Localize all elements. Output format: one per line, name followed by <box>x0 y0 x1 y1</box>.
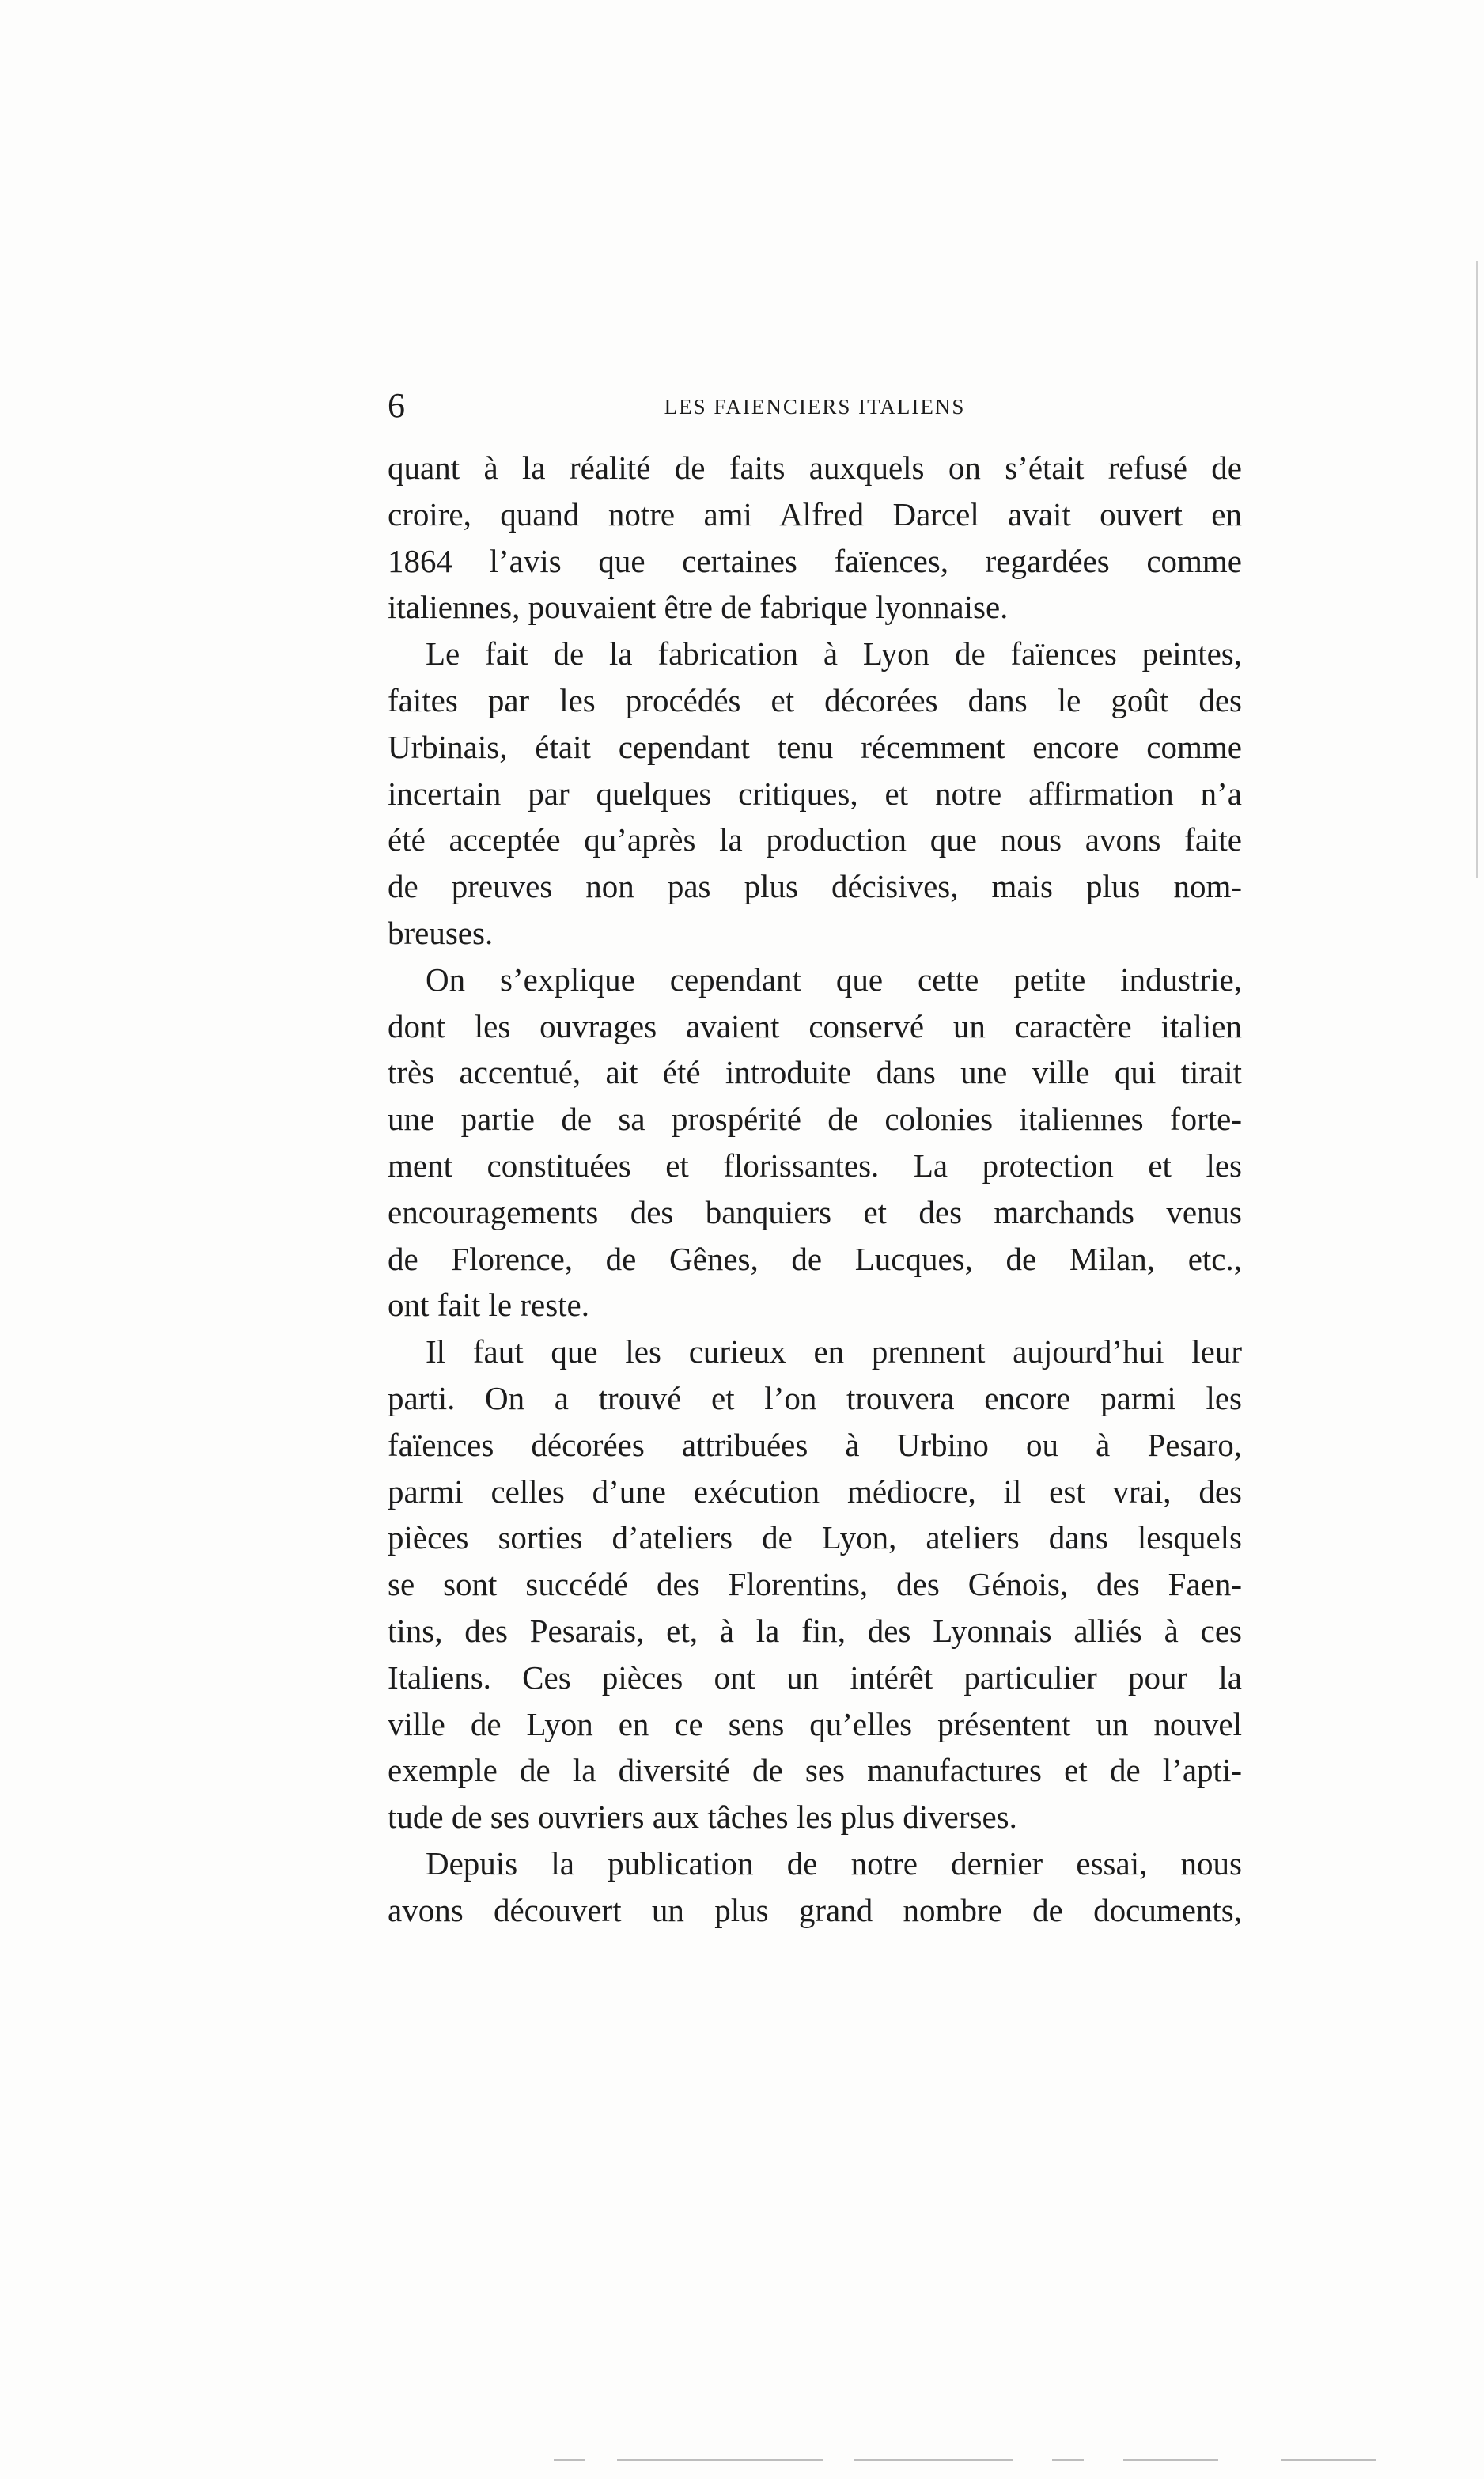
text-line: encouragements des banquiers et des marchands venus <box>388 1193 1242 1230</box>
page-number: 6 <box>388 386 405 425</box>
bottom-scan-rule <box>1052 2459 1084 2461</box>
text-line: ville de Lyon en ce sens qu’elles présentent un nouvel <box>388 1705 1242 1742</box>
text-line: faïences décorées attribuées à Urbino ou à Pesaro, <box>388 1426 1242 1463</box>
text-line: ment constituées et florissantes. La protection et les <box>388 1147 1242 1184</box>
text-line: Italiens. Ces pièces ont un intérêt particulier pour la <box>388 1658 1242 1696</box>
bottom-scan-rule <box>554 2459 585 2461</box>
text-line: pièces sorties d’ateliers de Lyon, ateliers dans lesquels <box>388 1519 1242 1556</box>
bottom-scan-rule <box>854 2459 1013 2461</box>
bottom-scan-rule <box>617 2459 823 2461</box>
text-line: On s’explique cependant que cette petite industrie, <box>426 961 1242 998</box>
text-line: Depuis la publication de notre dernier essai, nous <box>426 1844 1242 1882</box>
text-line: dont les ouvrages avaient conservé un caractère italien <box>388 1007 1242 1044</box>
text-line: incertain par quelques critiques, et notre affirmation n’a <box>388 775 1242 812</box>
running-title: LES FAIENCIERS ITALIENS <box>664 395 966 419</box>
text-line: très accentué, ait été introduite dans une ville qui tirait <box>388 1054 1242 1091</box>
text-line: de preuves non pas plus décisives, mais plus nom- <box>388 868 1242 905</box>
text-line: exemple de la diversité de ses manufactures et de l’apti- <box>388 1752 1242 1789</box>
text-line: se sont succédé des Florentins, des Génois, des Faen- <box>388 1566 1242 1603</box>
text-line: croire, quand notre ami Alfred Darcel avait ouvert en <box>388 495 1242 533</box>
text-line: faites par les procédés et décorées dans le goût des <box>388 681 1242 718</box>
text-line: parti. On a trouvé et l’on trouvera encore parmi les <box>388 1379 1242 1416</box>
body-text <box>388 445 1242 1934</box>
text-line: italiennes, pouvaient être de fabrique lyonnaise. <box>388 589 1009 626</box>
text-line: 1864 l’avis que certaines faïences, regardées comme <box>388 542 1242 579</box>
text-line: ont fait le reste. <box>388 1287 590 1324</box>
text-line: quant à la réalité de faits auxquels on s’était refusé de <box>388 449 1242 486</box>
text-line: une partie de sa prospérité de colonies italiennes forte- <box>388 1101 1242 1138</box>
text-line: Le fait de la fabrication à Lyon de faïences peintes, <box>426 635 1242 673</box>
paragraph-5 <box>388 1840 1242 1934</box>
text-line: parmi celles d’une exécution médiocre, il est vrai, des <box>388 1473 1242 1510</box>
paragraph-2 <box>388 631 1242 957</box>
text-line: tude de ses ouvriers aux tâches les plus diverses. <box>388 1799 1017 1836</box>
text-line: tins, des Pesarais, et, à la fin, des Lyonnais alliés à ces <box>388 1612 1242 1649</box>
bottom-scan-rule <box>1123 2459 1218 2461</box>
text-line: Il faut que les curieux en prennent aujourd’hui leur <box>426 1333 1242 1370</box>
paragraph-3 <box>388 957 1242 1329</box>
page-header <box>388 386 1242 426</box>
scan-edge-mark <box>1476 261 1478 878</box>
text-line: avons découvert un plus grand nombre de documents, <box>388 1891 1242 1928</box>
text-line: été acceptée qu’après la production que nous avons faite <box>388 821 1242 859</box>
text-line: breuses. <box>388 914 494 951</box>
bottom-scan-rule <box>1281 2459 1376 2461</box>
paragraph-4 <box>388 1329 1242 1840</box>
text-line: de Florence, de Gênes, de Lucques, de Milan, etc., <box>388 1240 1242 1277</box>
text-line: Urbinais, était cependant tenu récemment encore comme <box>388 728 1242 765</box>
paragraph-1 <box>388 445 1242 631</box>
